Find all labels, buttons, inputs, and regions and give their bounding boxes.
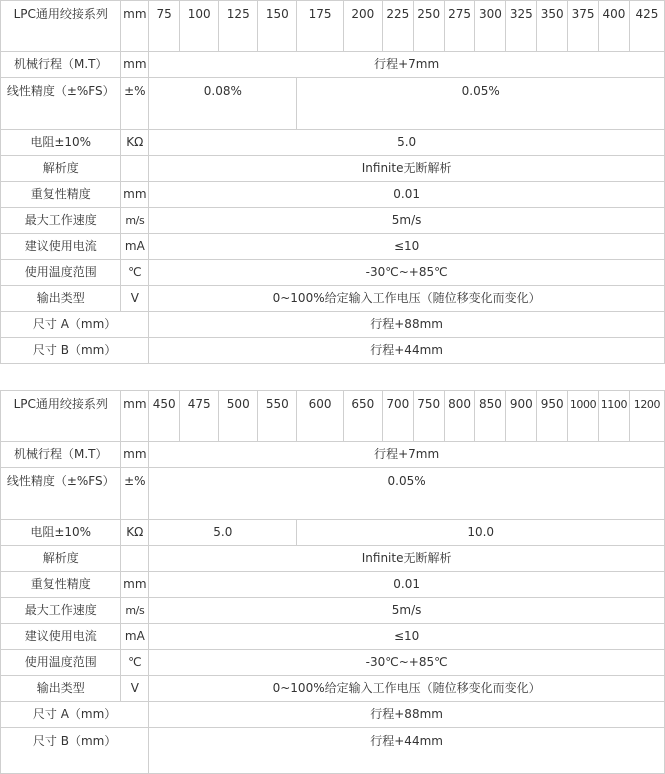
- row-unit: mm: [121, 182, 149, 208]
- table-row: [1, 520, 665, 546]
- row-value: 10.0: [297, 520, 665, 546]
- row-label: 输出类型: [1, 286, 121, 312]
- row-value: 5.0: [149, 520, 297, 546]
- row-label: 尺寸 B（mm）: [1, 728, 149, 774]
- table-row: [1, 182, 665, 208]
- row-value: 0.05%: [149, 468, 665, 520]
- row-unit: V: [121, 676, 149, 702]
- row-unit: [121, 546, 149, 572]
- row-label: 建议使用电流: [1, 234, 121, 260]
- stroke-cell: 1000: [568, 391, 599, 442]
- row-value: ≤10: [149, 234, 665, 260]
- row-label: 最大工作速度: [1, 208, 121, 234]
- series-label: LPC通用绞接系列: [1, 391, 121, 442]
- stroke-cell: 700: [382, 391, 413, 442]
- row-value: 0.01: [149, 572, 665, 598]
- table-row: [1, 650, 665, 676]
- stroke-cell: 400: [598, 1, 629, 52]
- table-row: [1, 234, 665, 260]
- table-row: [1, 676, 665, 702]
- row-label: 重复性精度: [1, 182, 121, 208]
- unit-cell: mm: [121, 1, 149, 52]
- row-unit: V: [121, 286, 149, 312]
- table-row: [1, 546, 665, 572]
- row-label: 重复性精度: [1, 572, 121, 598]
- row-label: 输出类型: [1, 676, 121, 702]
- row-unit: m/s: [121, 208, 149, 234]
- row-value: 行程+7mm: [149, 52, 665, 78]
- row-unit: KΩ: [121, 520, 149, 546]
- stroke-cell: 650: [343, 391, 382, 442]
- stroke-cell: 900: [506, 391, 537, 442]
- unit-cell: mm: [121, 391, 149, 442]
- row-unit: ±%: [121, 78, 149, 130]
- row-unit: mA: [121, 624, 149, 650]
- row-value: 行程+88mm: [149, 312, 665, 338]
- row-label: 解析度: [1, 156, 121, 182]
- stroke-cell: 350: [537, 1, 568, 52]
- table-row: [1, 130, 665, 156]
- stroke-cell: 600: [297, 391, 343, 442]
- row-value: 行程+88mm: [149, 702, 665, 728]
- table-row: [1, 728, 665, 774]
- stroke-cell: 550: [258, 391, 297, 442]
- stroke-cell: 850: [475, 391, 506, 442]
- stroke-cell: 250: [413, 1, 444, 52]
- table-row: [1, 702, 665, 728]
- row-label: 最大工作速度: [1, 598, 121, 624]
- stroke-cell: 150: [258, 1, 297, 52]
- stroke-cell: 125: [219, 1, 258, 52]
- row-label: 机械行程（M.T）: [1, 442, 121, 468]
- table-row: [1, 208, 665, 234]
- row-unit: ±%: [121, 468, 149, 520]
- stroke-cell: 450: [149, 391, 180, 442]
- row-value: ≤10: [149, 624, 665, 650]
- row-label: 使用温度范围: [1, 260, 121, 286]
- stroke-cell: 200: [343, 1, 382, 52]
- spacer-cell: [1, 364, 665, 391]
- table2-header-row: [1, 391, 665, 442]
- row-unit: [121, 156, 149, 182]
- row-label: 尺寸 A（mm）: [1, 312, 149, 338]
- row-value: Infinite无断解析: [149, 156, 665, 182]
- row-value: 0.08%: [149, 78, 297, 130]
- table-row: [1, 312, 665, 338]
- stroke-cell: 1100: [598, 391, 629, 442]
- row-unit: ℃: [121, 650, 149, 676]
- table-row: [1, 442, 665, 468]
- table-row: [1, 468, 665, 520]
- row-value: 行程+44mm: [149, 338, 665, 364]
- table-row: [1, 598, 665, 624]
- row-label: 电阻±10%: [1, 520, 121, 546]
- stroke-cell: 500: [219, 391, 258, 442]
- series-label: LPC通用绞接系列: [1, 1, 121, 52]
- table-row: [1, 156, 665, 182]
- row-unit: mA: [121, 234, 149, 260]
- table-spacer-row: [1, 364, 665, 391]
- stroke-cell: 950: [537, 391, 568, 442]
- row-label: 尺寸 A（mm）: [1, 702, 149, 728]
- row-value: 5m/s: [149, 598, 665, 624]
- row-label: 机械行程（M.T）: [1, 52, 121, 78]
- stroke-cell: 75: [149, 1, 180, 52]
- row-unit: ℃: [121, 260, 149, 286]
- row-unit: mm: [121, 52, 149, 78]
- row-value: 0~100%给定输入工作电压（随位移变化而变化）: [149, 286, 665, 312]
- row-value: -30℃~+85℃: [149, 650, 665, 676]
- row-unit: m/s: [121, 598, 149, 624]
- table1-header-row: [1, 1, 665, 52]
- table-row: [1, 286, 665, 312]
- row-unit: mm: [121, 572, 149, 598]
- row-value: 5.0: [149, 130, 665, 156]
- row-label: 电阻±10%: [1, 130, 121, 156]
- table-row: [1, 78, 665, 130]
- row-label: 尺寸 B（mm）: [1, 338, 149, 364]
- row-value: 5m/s: [149, 208, 665, 234]
- stroke-cell: 175: [297, 1, 343, 52]
- table-row: [1, 260, 665, 286]
- row-label: 线性精度（±%FS）: [1, 78, 121, 130]
- row-value: 0.01: [149, 182, 665, 208]
- row-unit: mm: [121, 442, 149, 468]
- stroke-cell: 750: [413, 391, 444, 442]
- stroke-cell: 1200: [629, 391, 664, 442]
- stroke-cell: 275: [444, 1, 475, 52]
- stroke-cell: 375: [568, 1, 599, 52]
- row-value: 行程+7mm: [149, 442, 665, 468]
- row-label: 建议使用电流: [1, 624, 121, 650]
- row-value: -30℃~+85℃: [149, 260, 665, 286]
- stroke-cell: 800: [444, 391, 475, 442]
- table-row: [1, 572, 665, 598]
- stroke-cell: 425: [629, 1, 664, 52]
- stroke-cell: 100: [180, 1, 219, 52]
- row-value: 行程+44mm: [149, 728, 665, 774]
- row-value: 0.05%: [297, 78, 665, 130]
- table-row: [1, 624, 665, 650]
- table-row: [1, 52, 665, 78]
- row-label: 解析度: [1, 546, 121, 572]
- stroke-cell: 475: [180, 391, 219, 442]
- row-unit: KΩ: [121, 130, 149, 156]
- stroke-cell: 300: [475, 1, 506, 52]
- row-value: Infinite无断解析: [149, 546, 665, 572]
- row-value: 0~100%给定输入工作电压（随位移变化而变化）: [149, 676, 665, 702]
- stroke-cell: 325: [506, 1, 537, 52]
- stroke-cell: 225: [382, 1, 413, 52]
- row-label: 线性精度（±%FS）: [1, 468, 121, 520]
- row-label: 使用温度范围: [1, 650, 121, 676]
- table-row: [1, 338, 665, 364]
